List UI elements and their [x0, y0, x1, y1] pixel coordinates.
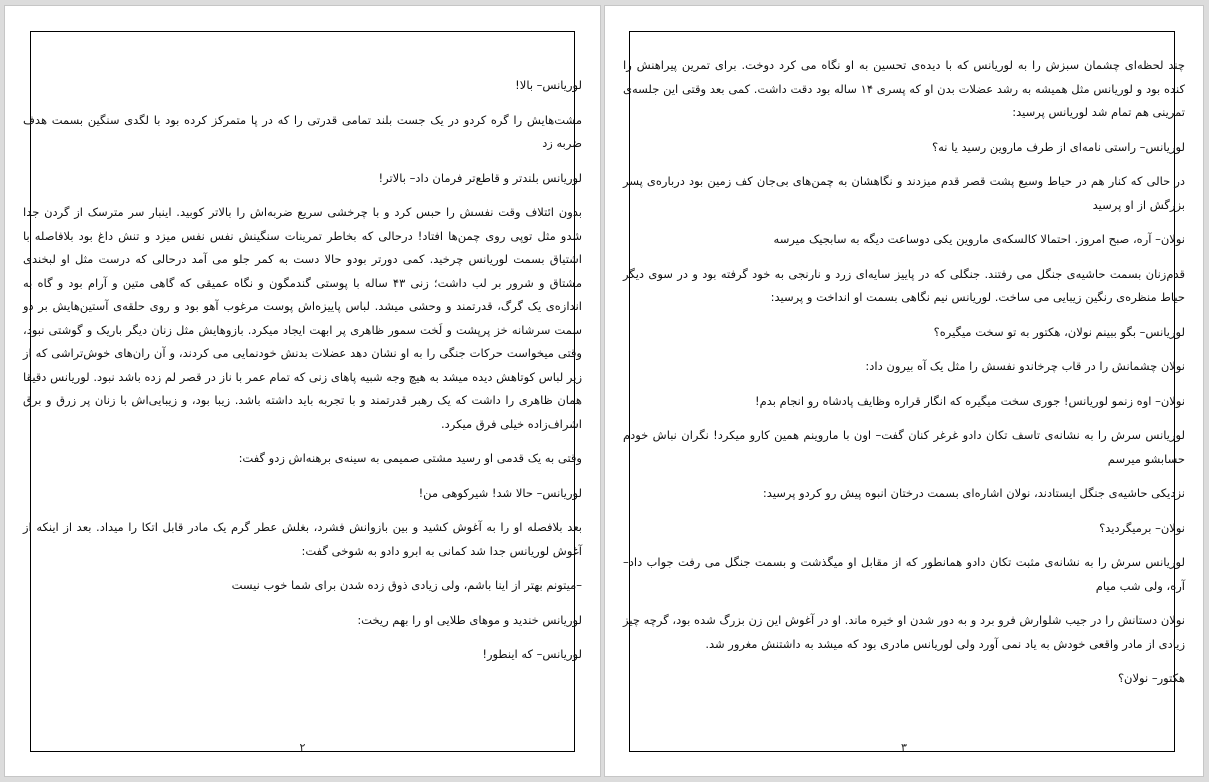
- paragraph: لوریانس– حالا شد! شیرکوهی من!: [418, 485, 582, 500]
- page-text: [23, 74, 582, 678]
- page-3: [604, 5, 1204, 777]
- paragraph: قدم‌زنان بسمت حاشیه‌ی جنگل می رفتند. جنگلی که در پاییز سایه‌ای زرد و نارنجی به خود گرفته بود و در سوی دیگر حیاط منظره‌ی رنگین زیبایی می ساخت. لوریانس نیم نگاهی بسمت او انداخت و پرسید:: [623, 266, 1185, 304]
- page-text: [623, 54, 1185, 702]
- paragraph: لوریانس– بالا!: [515, 78, 582, 92]
- paragraph: نولان– برمیگردید؟: [1099, 520, 1185, 535]
- paragraph: نولان چشمانش را در قاب چرخاندو نفسش را مثل یک آه بیرون داد:: [865, 359, 1185, 373]
- paragraph: نولان– آره، صبح امروز. احتمالا کالسکه‌ی ماروین یکی دوساعت دیگه به سابجیک میرسه: [773, 232, 1185, 246]
- paragraph: لوریانس بلندتر و قاطع‌تر فرمان داد– بالاتر!: [378, 170, 582, 185]
- page-2: [4, 5, 601, 777]
- paragraph: نزدیکی حاشیه‌ی جنگل ایستادند، نولان اشاره‌ای بسمت درختان انبوه پیش رو کردو پرسید:: [762, 486, 1185, 500]
- paragraph: نولان– اوه زنمو لوریانس! جوری سخت میگیره که انگار قراره وظایف پادشاه رو انجام بدم!: [754, 393, 1185, 408]
- paragraph: لوریانس خندید و موهای طلایی او را بهم ریخت:: [357, 612, 582, 627]
- paragraph: بعد بلافصله او را به آغوش کشید و بین بازوانش فشرد، بغلش عطر گرم یک مادر قابل اتکا را میداد. بعد از اینکه از آغوش لوریانس جدا شد کمانی به ابرو دادو به شوخی گفت:: [23, 520, 582, 558]
- paragraph: لوریانس– راستی نامه‌ای از طرف ماروین رسید یا نه؟: [932, 139, 1185, 154]
- paragraph: بدون ائتلاف وقت نفسش را حبس کرد و با چرخشی سریع ضربه‌اش را بالاتر کوبید. اینبار سر مترسک از گردن جدا شدو مثل توپی روی چمن‌ها افتاد! درحالی که بخاطر تمرینات سنگینش نفس نفس میزد و تنش داغ بود بلافاصله با اشتیاق بسمت لوریانس چرخید. کمی دورتر بودو حالا دست به کمر جلو می آمد درحالی که درست مثل او لبخندی مشتاق و شرور بر لب داشت؛ زنی ۴۳ ساله با پوستی گندمگون و نگاه عمیقی که گاهی متین و آرام بود و گاه به اندازه‌ی یک گرگ، قدرتمند و وحشی میشد. لباس پاییزه‌اش پوست مرغوب آهو بود و روی حلقه‌ی آستین‌هایش بر دو سمت سرشانه خز پرپشت و لَخت سمور ظاهری پر ابهت ایجاد میکرد. بازوهایش مثل زنان دیگر باریک و گوشتی نبود، وقتی میخواست حرکات جنگی را به او نشان دهد عضلات بدنش خودنمایی می کردند، و آن ران‌های خوش‌تراشی که از زیر لباس کوتاهش دیده میشد به هیچ وجه شبیه پاهای زنی که تمام عمر با ناز در قصر لم زده باشد نبود. لوریانس دقیقا همان ظاهری را داشت که یک رهبر قدرتمند و با تجربه باید داشته باشد. زیبا بود، و زیبایی‌اش با زنان پر زرق و برق اشراف‌زاده خیلی فرق میکرد.: [23, 205, 582, 431]
- paragraph: چند لحظه‌ای چشمان سبزش را به لوریانس که با دیده‌ی تحسین به او نگاه می کرد دوخت. برای تمرین پیراهنش را کنده بود و لوریانس مثل همیشه به رشد عضلات بدن او که پسری ۱۴ ساله بود دقت داشت. کمی بعد وقتی این جلسه‌ی تمرینی هم تمام شد لوریانس پرسید:: [623, 58, 1185, 119]
- paragraph: –میتونم بهتر از اینا باشم، ولی زیادی ذوق زده شدن برای شما خوب نیست: [231, 578, 582, 592]
- paragraph: لوریانس سرش را به نشانه‌ی تاسف تکان دادو غرغر کنان گفت– اون با ماروینم همین کارو میکرد! نگران نباش خودم حسابشو میرسم: [623, 428, 1185, 466]
- paragraph: لوریانس– که اینطور!: [482, 647, 582, 661]
- page-number: ۲: [299, 741, 306, 754]
- paragraph: هکتور– نولان؟: [1117, 671, 1185, 685]
- paragraph: لوریانس– بگو ببینم نولان، هکتور به تو سخت میگیره؟: [933, 324, 1185, 339]
- paragraph: نولان دستانش را در جیب شلوارش فرو برد و به دور شدن او خیره ماند. او در آغوش این زن بزرگ شده بود، گرچه چیز زیادی از مادر واقعی خودش به یاد نمی آورد ولی لوریانس مادری بود که میشد به داشتنش مغرور شد.: [623, 613, 1185, 651]
- page-number: ۳: [901, 741, 907, 754]
- paragraph: لوریانس سرش را به نشانه‌ی مثبت تکان دادو همانطور که از مقابل او میگذشت و بسمت جنگل می رفت جواب داد– آره، ولی شب میام: [623, 555, 1185, 593]
- paragraph: وقتی به یک قدمی او رسید مشتی صمیمی به سینه‌ی برهنه‌اش زدو گفت:: [238, 451, 582, 465]
- paragraph: در حالی که کنار هم در حیاط وسیع پشت قصر قدم میزدند و نگاهشان به چمن‌های بی‌جان کف زمین بود درباره‌ی پسر بزرگش از او پرسید: [623, 174, 1185, 212]
- paragraph: مشت‌هایش را گره کردو در یک جست بلند تمامی قدرتی را که در پا متمرکز کرده بود با لگدی سنگین بسمت هدف ضربه زد: [23, 112, 582, 150]
